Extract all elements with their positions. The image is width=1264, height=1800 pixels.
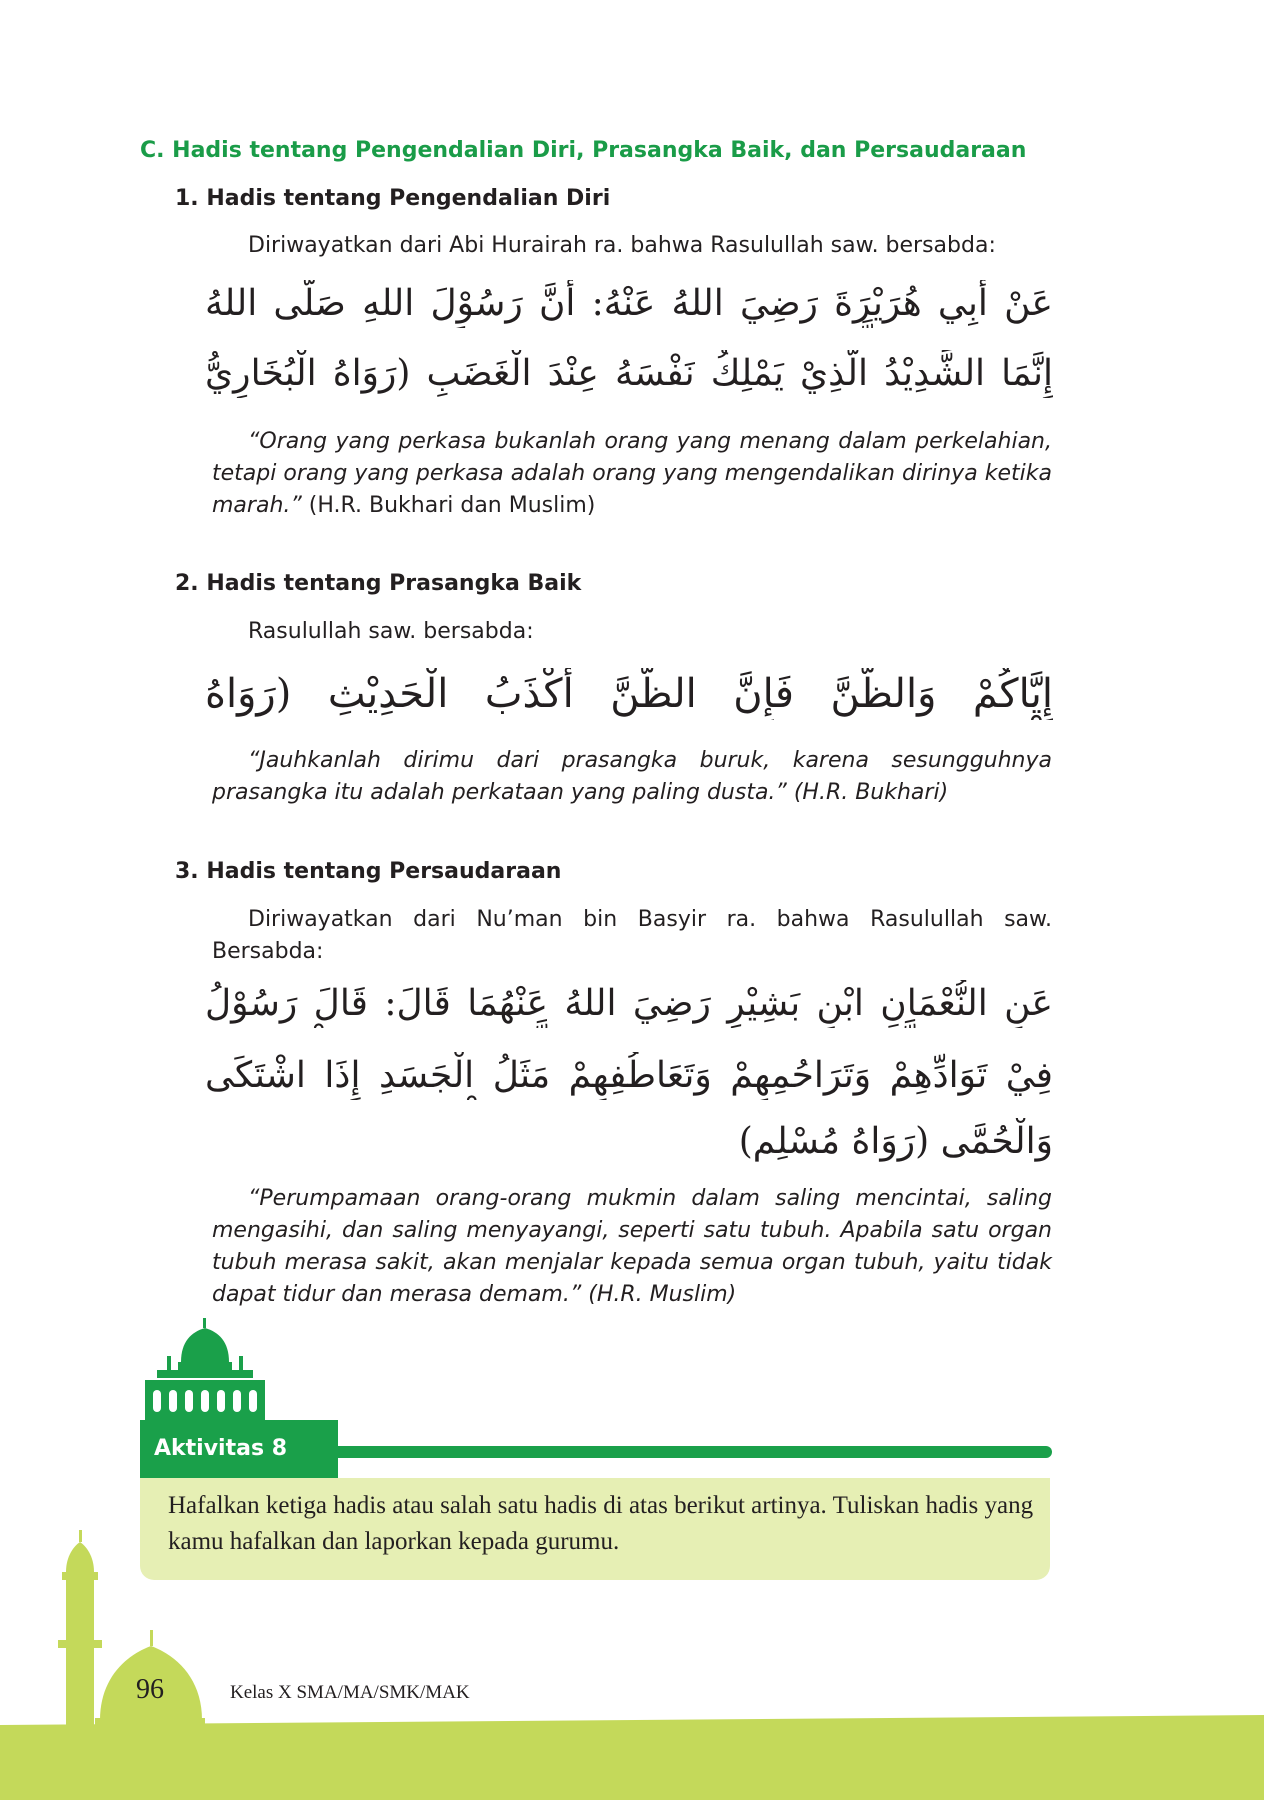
hadis2-intro: Rasulullah saw. bersabda: xyxy=(248,619,534,644)
hadis1-source: (H.R. Bukhari dan Muslim) xyxy=(308,493,596,518)
hadis1-arabic-line-1: عَنْ أَبِي هُرَيْرَةَ رَضِيَ اللهُ عَنْهُ: أَنَّ رَسُوْلَ اللهِ صَلَّى اللهُ xyxy=(205,283,1053,324)
hadis2-heading: 2. Hadis tentang Prasangka Baik xyxy=(175,571,582,596)
footer-decoration xyxy=(0,1530,1264,1800)
mosque-icon xyxy=(145,1318,265,1420)
hadis1-translation xyxy=(212,426,1052,522)
hadis3-translation: “Perumpamaan orang-orang mukmin dalam saling mencintai, saling mengasihi, dan saling menyayangi, seperti satu tubuh. Apabila satu organ tubuh merasa sakit, akan menjalar kepada semua organ tubuh, yaitu tidak dapat tidur dan merasa demam.” (H.R. Muslim) xyxy=(212,1186,1052,1307)
activity-label-tab xyxy=(140,1420,338,1478)
hadis3-arabic-line-2: فِيْ تَوَادِّهِمْ وَتَرَاحُمِهِمْ وَتَعَاطُفِهِمْ مَثَلُ الْجَسَدِ إِذَا اشْتَكَى xyxy=(205,1055,1053,1096)
activity-label: Aktivitas 8 xyxy=(154,1436,288,1461)
hadis1-heading: 1. Hadis tentang Pengendalian Diri xyxy=(175,186,611,211)
hadis3-arabic-line-3: وَالْحُمَّى (رَوَاهُ مُسْلِم) xyxy=(738,1121,1053,1162)
hadis2-arabic: إِيَّاكُمْ وَالظَّنَّ فَإِنَّ الظَّنَّ أَكْذَبُ الْحَدِيْثِ (رَوَاهُ xyxy=(205,671,1053,717)
activity-text: Hafalkan ketiga hadis atau salah satu hadis di atas berikut artinya. Tuliskan hadis yang kamu hafalkan dan laporkan kepada gurumu. xyxy=(168,1492,1034,1555)
section-heading: C. Hadis tentang Pengendalian Diri, Prasangka Baik, dan Persaudaraan xyxy=(140,138,1027,163)
activity-header-bar xyxy=(338,1446,1052,1458)
hadis1-arabic-line-2: إِنَّمَا الشَّدِيْدُ الَّذِيْ يَمْلِكُ نَفْسَهُ عِنْدَ الْغَضَبِ (رَوَاهُ الْبُخَارِيُّ xyxy=(205,353,1053,394)
hadis3-intro: Diriwayatkan dari Nu’man bin Basyir ra. bahwa Rasulullah saw. Bersabda: xyxy=(212,907,1052,964)
hadis3-arabic-line-1: عَنِ النُّعْمَانِ ابْنِ بَشِيْرٍ رَضِيَ اللهُ عَنْهُمَا قَالَ: قَالَ رَسُوْلُ xyxy=(205,983,1053,1024)
page-number: 96 xyxy=(136,1674,164,1705)
hadis3-heading: 3. Hadis tentang Persaudaraan xyxy=(175,859,562,884)
hadis1-translation-text: “Orang yang perkasa bukanlah orang yang menang dalam perkelahian, tetapi orang yang perkasa adalah orang yang mengendalikan dirinya ketika marah.” xyxy=(212,429,1052,518)
hadis1-intro: Diriwayatkan dari Abi Hurairah ra. bahwa Rasulullah saw. bersabda: xyxy=(248,233,996,258)
book-title: Kelas X SMA/MA/SMK/MAK xyxy=(230,1682,470,1703)
hadis2-translation: “Jauhkanlah dirimu dari prasangka buruk, karena sesungguhnya prasangka itu adalah perkataan yang paling dusta.” (H.R. Bukhari) xyxy=(212,748,1052,805)
